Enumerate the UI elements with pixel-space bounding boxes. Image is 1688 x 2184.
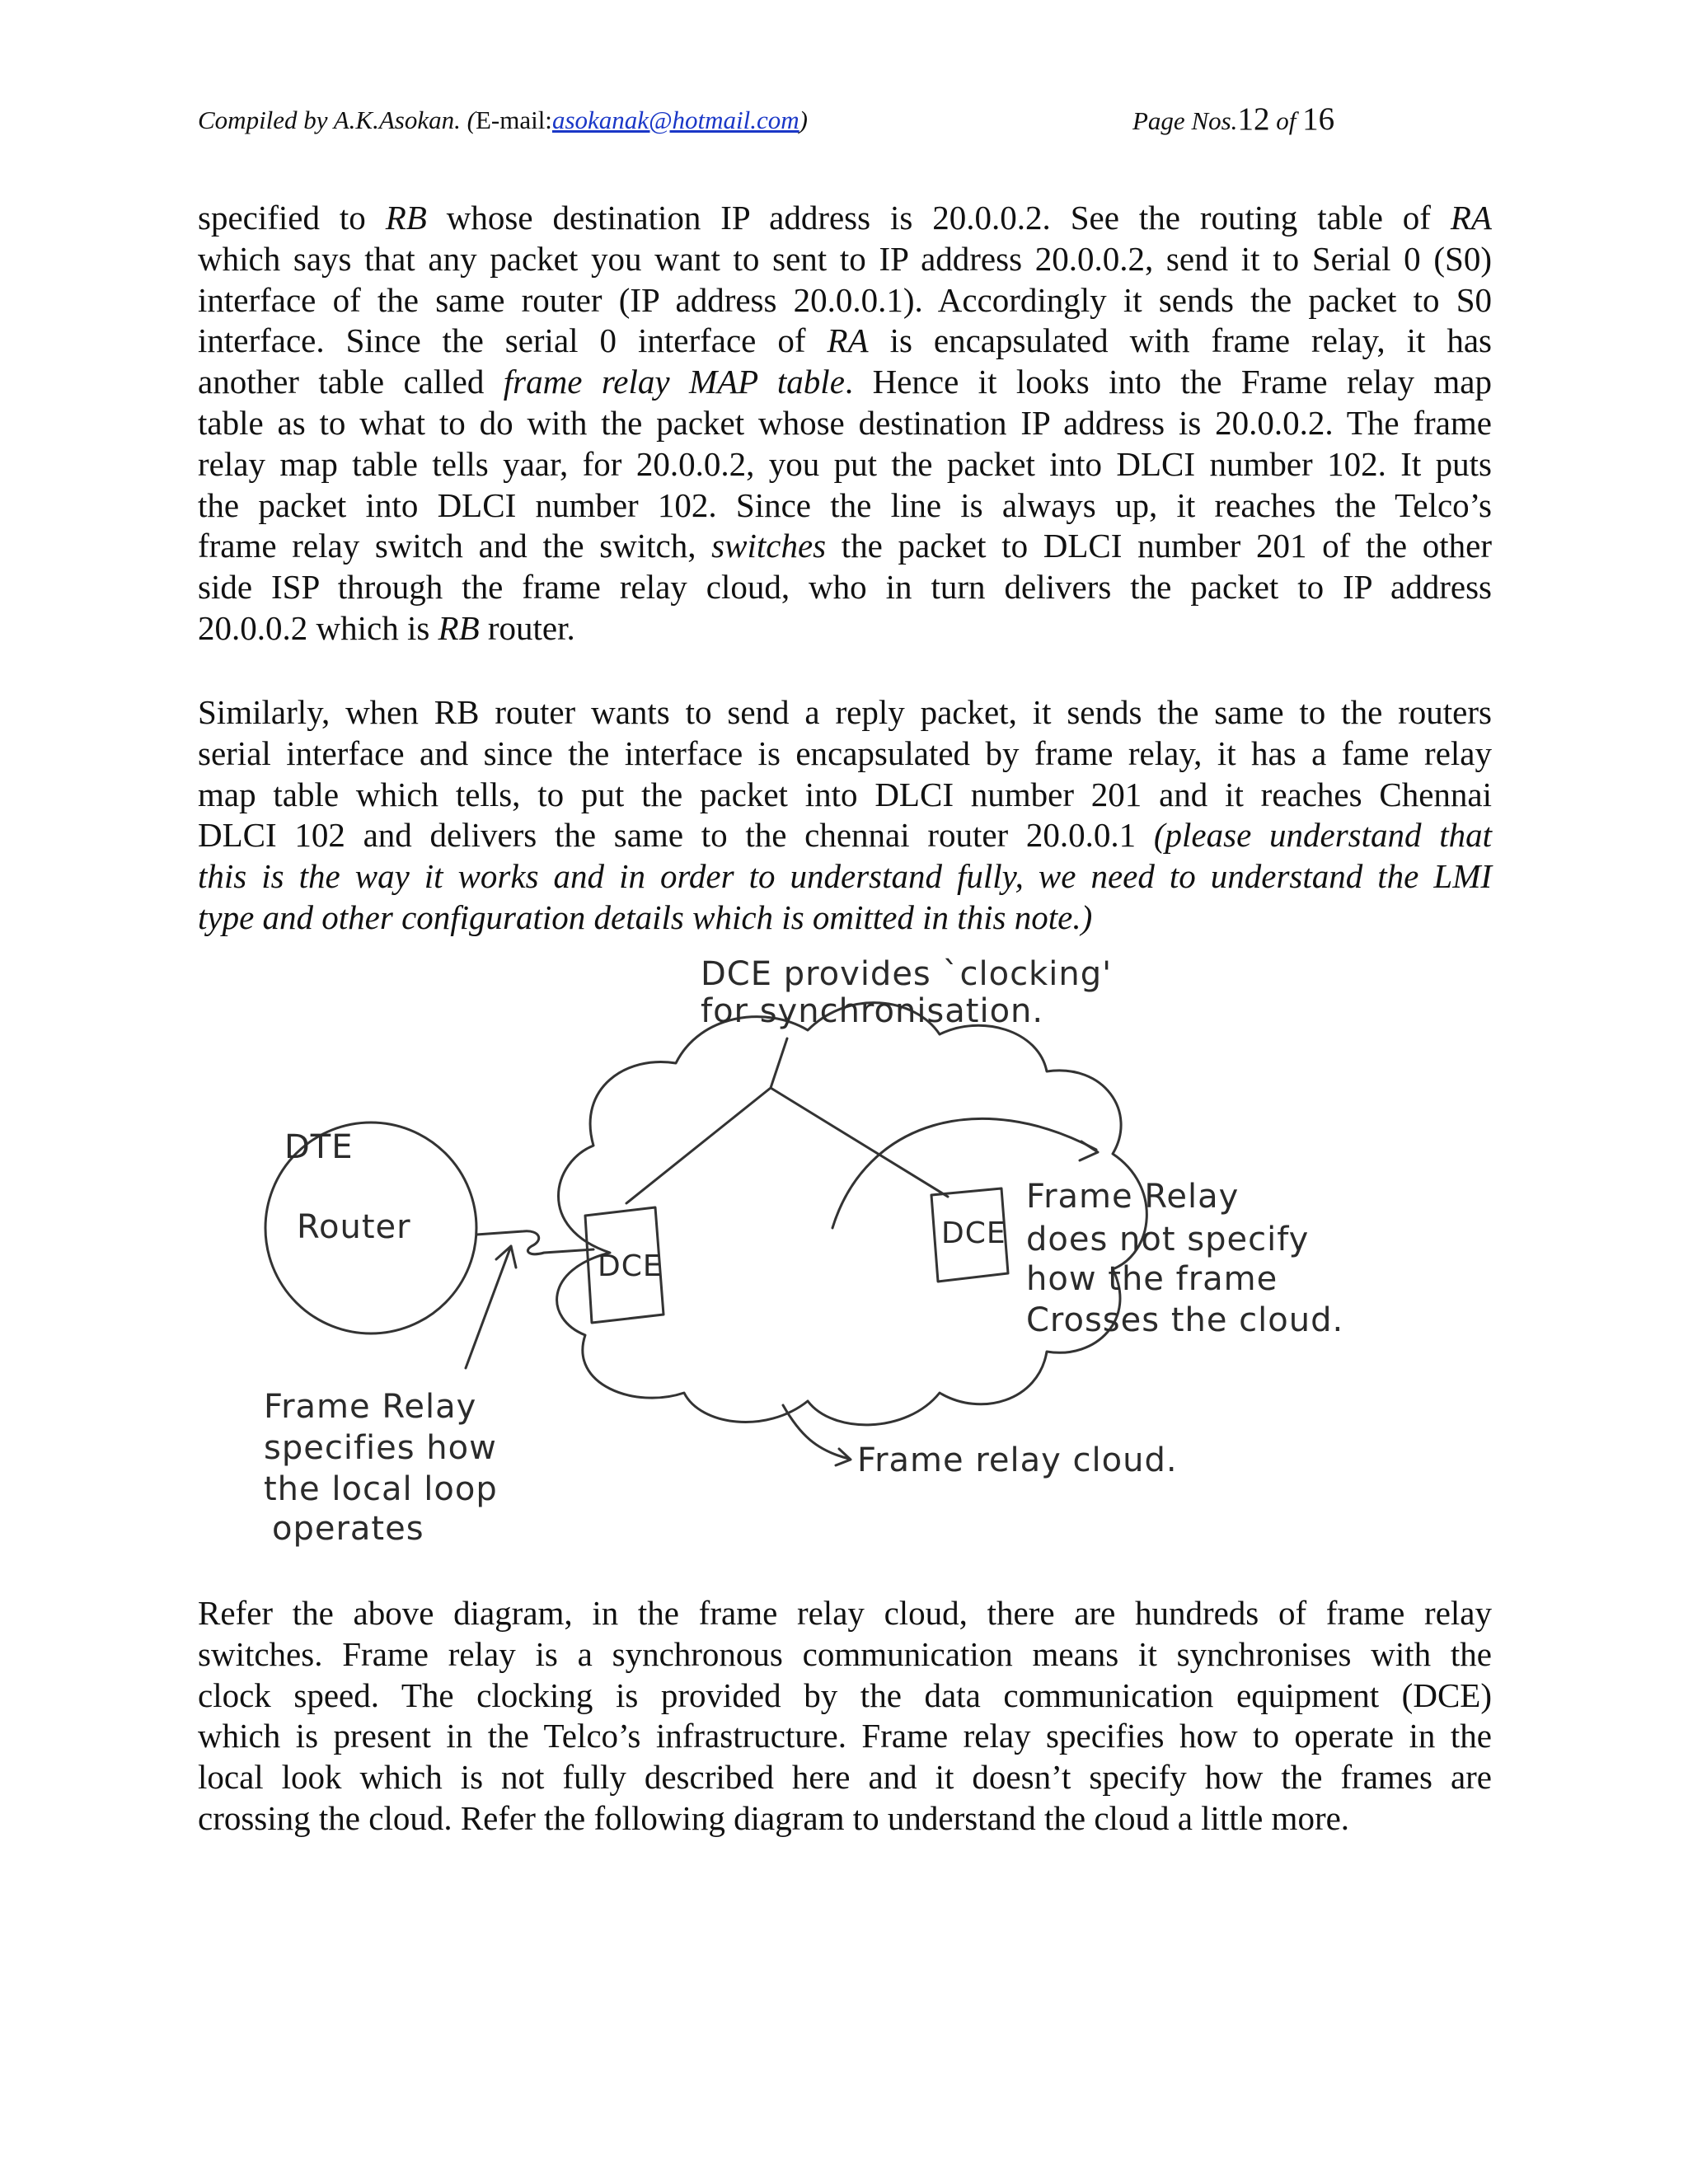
text-segment: whose destination IP address is 20.0.0.2. See the routing table of: [426, 199, 1451, 237]
text-segment: interface of the same router (IP address 20.0.0.1). Accordingly it sends the packet to S0: [198, 280, 1492, 319]
text-segment: RA: [827, 321, 869, 360]
diagram-drawing: [239, 956, 1393, 1549]
text-segment: . Hence it looks into the Frame relay map: [844, 363, 1492, 401]
text-segment: RB: [438, 608, 480, 647]
text-line: [198, 815, 1492, 856]
text-segment: another table called: [198, 363, 504, 401]
text-line: [198, 775, 1492, 816]
page-current: 12: [1237, 101, 1270, 137]
text-segment: this is the way it works and in order to understand fully, we need to understand the LMI: [198, 857, 1492, 896]
cloud-label-pointer: [783, 1405, 849, 1459]
compiled-by-text: Compiled by A.K.Asokan. (: [198, 105, 476, 134]
text-line: [198, 692, 1492, 733]
page-label: Page Nos.: [1132, 106, 1238, 135]
text-line: [198, 485, 1492, 527]
text-line: [198, 1757, 1492, 1798]
page-total: 16: [1302, 101, 1335, 137]
dte-label: DTE: [284, 1128, 354, 1166]
text-segment: RB: [385, 199, 427, 237]
left-note-arrow: [466, 1246, 511, 1368]
compiled-by-suffix: ): [799, 105, 808, 134]
text-segment: Refer the above diagram, in the frame relay cloud, there are hundreds of frame relay: [198, 1594, 1492, 1632]
text-segment: interface. Since the serial 0 interface of: [198, 321, 828, 360]
text-line: [198, 403, 1492, 444]
right-note-line4: Crosses the cloud.: [1026, 1301, 1344, 1339]
dce-left-label: DCE: [598, 1249, 663, 1283]
right-note-line3: how the frame: [1026, 1260, 1278, 1298]
text-segment: 20.0.0.2 which is: [198, 608, 438, 647]
text-line: [198, 321, 1492, 362]
text-segment: RA: [1450, 199, 1492, 237]
text-segment: which is present in the Telco’s infrastructure. Frame relay specifies how to operate in the: [198, 1717, 1492, 1755]
paragraph-explanation: [198, 1593, 1492, 1840]
page-header: [198, 101, 1492, 142]
text-line: [198, 733, 1492, 775]
text-line: [198, 198, 1492, 239]
text-segment: table as to what to do with the packet whose destination IP address is 20.0.0.2. The frame: [198, 403, 1492, 442]
text-line: [198, 239, 1492, 280]
page-of: of: [1269, 106, 1303, 135]
dce-right-label: DCE: [941, 1216, 1006, 1250]
text-segment: the packet into DLCI number 102. Since the line is always up, it reaches the Telco’s: [198, 485, 1492, 524]
text-segment: (please understand that: [1153, 816, 1492, 855]
cloud-label: Frame relay cloud.: [857, 1441, 1178, 1479]
text-segment: is encapsulated with frame relay, it has: [868, 321, 1492, 360]
left-note-line1: Frame Relay: [264, 1388, 477, 1426]
text-segment: switches: [711, 527, 827, 565]
right-note-line2: does not specify: [1026, 1221, 1310, 1258]
page-number: [1132, 101, 1334, 138]
text-line: [198, 856, 1492, 898]
left-note-line4: operates: [272, 1510, 424, 1548]
text-segment: relay map table tells yaar, for 20.0.0.2, you put the packet into DLCI number 102. It puts: [198, 444, 1492, 483]
text-segment: type and other configuration details which is omitted in this note.): [198, 898, 1093, 936]
text-segment: crossing the cloud. Refer the following diagram to understand the cloud a little more.: [198, 1798, 1350, 1837]
text-line: [198, 567, 1492, 608]
text-segment: frame relay switch and the switch,: [198, 527, 712, 565]
text-segment: specified to: [198, 199, 386, 237]
text-line: [198, 1675, 1492, 1717]
text-line: [198, 526, 1492, 567]
text-segment: frame relay MAP table: [503, 363, 845, 401]
text-line: [198, 898, 1492, 939]
clocking-note-line2: for synchronisation.: [701, 992, 1044, 1030]
text-segment: router.: [479, 608, 575, 647]
text-line: [198, 280, 1492, 321]
text-segment: switches. Frame relay is a synchronous communication means it synchronises with the: [198, 1634, 1492, 1673]
text-segment: local look which is not fully described here and it doesn’t specify how the frames are: [198, 1758, 1492, 1797]
frame-relay-diagram: [239, 956, 1393, 1549]
left-note-line2: specifies how: [264, 1429, 497, 1467]
text-line: [198, 608, 1492, 649]
text-segment: the packet to DLCI number 201 of the other: [826, 527, 1492, 565]
text-segment: Similarly, when RB router wants to send a reply packet, it sends the same to the routers: [198, 693, 1492, 731]
right-note-line1: Frame Relay: [1026, 1178, 1240, 1216]
paragraph-reply: [198, 692, 1492, 939]
text-segment: side ISP through the frame relay cloud, who in turn delivers the packet to IP address: [198, 568, 1492, 607]
text-segment: DLCI 102 and delivers the same to the chennai router 20.0.0.1: [198, 816, 1154, 855]
email-link[interactable]: asokanak@hotmail.com: [551, 105, 799, 134]
text-segment: map table which tells, to put the packet into DLCI number 201 and it reaches Chennai: [198, 775, 1492, 813]
text-line: [198, 1593, 1492, 1634]
text-line: [198, 1798, 1492, 1840]
text-line: [198, 362, 1492, 403]
clocking-note-line1: DCE provides `clocking': [701, 956, 1113, 993]
router-label: Router: [297, 1208, 411, 1246]
text-line: [198, 1634, 1492, 1675]
text-line: [198, 1716, 1492, 1757]
text-segment: clock speed. The clocking is provided by the data communication equipment (DCE): [198, 1675, 1492, 1714]
left-note-line3: the local loop: [264, 1470, 498, 1508]
compiled-by-line: [198, 105, 808, 135]
email-label: E-mail:: [475, 105, 552, 134]
text-segment: serial interface and since the interface is encapsulated by frame relay, it has a fame relay: [198, 733, 1492, 772]
text-line: [198, 444, 1492, 485]
text-segment: which says that any packet you want to sent to IP address 20.0.0.2, send it to Serial 0 (S0): [198, 239, 1492, 278]
paragraph-routing: [198, 198, 1492, 649]
